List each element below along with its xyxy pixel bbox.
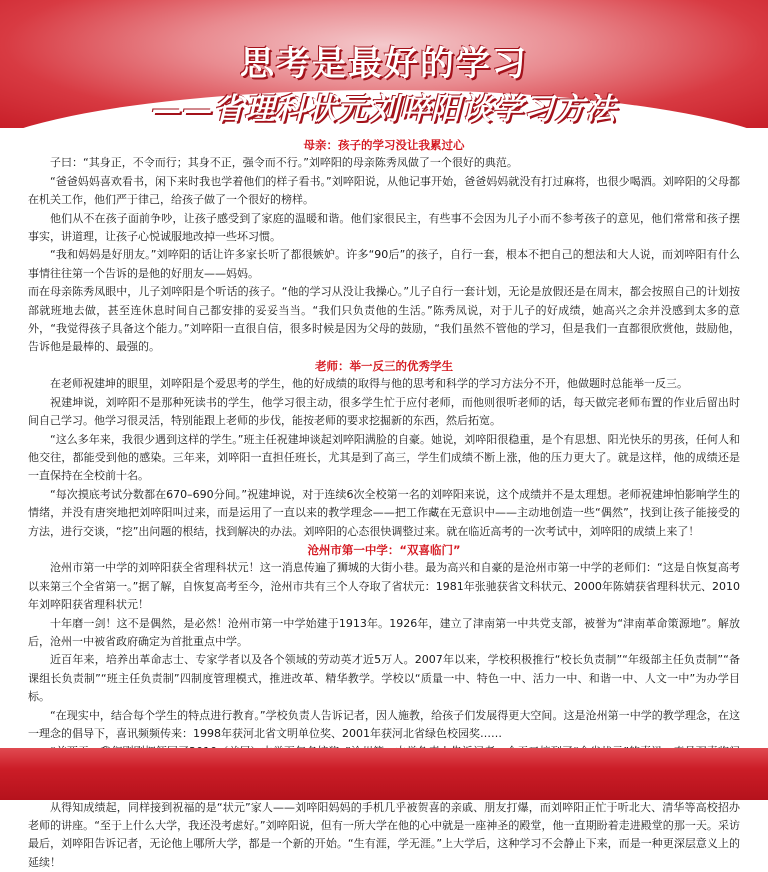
paragraph: “我和妈妈是好朋友。”刘啐阳的话让许多家长听了都很嫉妒。许多“90后”的孩子，自行一套，根本不把自己的想法和大人说，而刘啐阳有什么事情往往第一个告诉的是他的好朋友——妈妈。 xyxy=(28,248,740,280)
paragraph: “每次摸底考试分数都在670–690分间。”祝建坤说，对于连续6次全校第一名的刘啐阳来说，这个成绩并不是太理想。老师祝建坤怕影响学生的情绪，并没有唐突地把刘啐阳叫过来，而是运用了一直以来的教学理念——把工作藏在无意识中——主动地创造一些“偶然”，找到让孩子能接受的方法，进行交谈，“挖”出问题的根结，找到解决的办法。刘啐阳的心态很快调整过来。就在临近高考的一次考试中，刘啐阳的成绩上来了！ xyxy=(28,487,740,538)
section-heading-teacher: 老师：举一反三的优秀学生 xyxy=(315,358,453,373)
paragraph: “在现实中，结合每个学生的特点进行教育。”学校负责人告诉记者，因人施教，给孩子们发展得更大空间。这是沧州第一中学的教学理念，在这一理念的倡导下，喜讯频频传来：1998年获河北省文明单位奖、2001年获河北省绿色校园奖…… xyxy=(28,708,740,740)
paragraph: 而在母亲陈秀凤眼中，儿子刘啐阳是个听话的孩子。“他的学习从没让我操心。”儿子自行一套计划，无论是放假还是在周末，都会按照自己的计划按部就班地去做，甚至连休息时间自己都安排的妥妥当当。“我们只负责他的生活。”陈秀凤说，对于儿子的好成绩，她高兴之余并没感到太多的意外，“我觉得孩子具备这个能力。”刘啐阳一直很自信，很多时候是因为父母的鼓励，“我们虽然不管他的学习，但是我们一直都很欣赏他，鼓励他，告诉他是最棒的、最强的。 xyxy=(28,285,740,354)
paragraph: 十年磨一剑！这不是偶然，是必然！沧州市第一中学始建于1913年。1926年，建立了津南第一中共党支部，被誉为“津南革命策源地”。解放后，沧州一中被省政府确定为首批重点中学。 xyxy=(28,616,740,648)
paragraph: 近百年来，培养出革命志士、专家学者以及各个领域的劳动英才近5万人。2007年以来，学校积极推行“校长负责制”“年级部主任负责制”“备课组长负责制”“班主任负责制”四制度管理模式，推进改革、精华教学。学校以“质量一中、特色一中、活力一中、和谐一中、人文一中”为办学目标。 xyxy=(28,653,740,704)
footer-band xyxy=(0,748,768,800)
subtitle: ——省理科状元刘啐阳谈学习方法 xyxy=(151,92,617,127)
paragraph: 祝建坤说，刘啐阳不是那种死读书的学生，他学习很主动，很多学生忙于应付老师，而他则很听老师的话，每天做完老师布置的作业后留出时间自己学习。他学习很灵活，特别能跟上老师的步伐，能按老师的要求挖掘新的东西，然后拓宽。 xyxy=(28,395,740,428)
paragraph: “爸爸妈妈喜欢看书，闲下来时我也学着他们的样子看书。”刘啐阳说，从他记事开始，爸爸妈妈就没有打过麻将，也很少喝酒。刘啐阳的父母都在机关工作，他们严于律己，给孩子做了一个很好的榜样。 xyxy=(28,174,740,207)
section-heading-mother: 母亲：孩子的学习没让我累过心 xyxy=(303,138,465,152)
paragraph: 在老师祝建坤的眼里，刘啐阳是个爱思考的学生，他的好成绩的取得与他的思考和科学的学习方法分不开，他做题时总能举一反三。 xyxy=(50,377,688,391)
main-title: 思考是最好的学习 xyxy=(240,44,528,84)
section-heading-school: 沧州市第一中学：“双喜临门” xyxy=(307,542,461,557)
paragraph: 沧州市第一中学的刘啐阳获全省理科状元！这一消息传遍了狮城的大街小巷。最为高兴和自豪的是沧州市第一中学的老师们：“这是自恢复高考以来第三个全省第一。”据了解，自恢复高考至今，沧州市共有三个人夺取了省状元：1981年张驰获省文科状元、2000年陈婧获省理科状元、2010年刘啐阳获省理科状元！ xyxy=(28,561,740,612)
paragraph: 子曰：“其身正，不令而行；其身不正，强令而不行。”刘啐阳的母亲陈秀凤做了一个很好的典范。 xyxy=(50,156,518,170)
paragraph: “这么多年来，我很少遇到这样的学生。”班主任祝建坤谈起刘啐阳满脸的自豪。她说，刘啐阳很稳重，是个有思想、阳光快乐的男孩，任何人和他交往，都能受到他的感染。三年来，刘啐阳一直担任班长，尤其是到了高三，学生们成绩不断上涨，他的压力更大了。就是这样，他的成绩还是一直保持在全校前十名。 xyxy=(28,432,740,483)
paragraph: 从得知成绩起，同样接到祝福的是“状元”家人——刘啐阳妈妈的手机几乎被贺喜的亲戚、朋友打爆，而刘啐阳正忙于听北大、清华等高校招办老师的讲座。“至于上什么大学，我还没考虑好。”刘啐阳说，但有一所大学在他的心中就是一座神圣的殿堂，他一直期盼着走进殿堂的那一天。采访最后，刘啐阳告诉记者，无论他上哪所大学，都是一个新的开始。“生有涯，学无涯。”上大学后，这种学习不会静止下来，而是一种更深层意义上的延续！ xyxy=(28,800,740,869)
paragraph: 他们从不在孩子面前争吵，让孩子感受到了家庭的温暖和谐。他们家很民主，有些事不会因为儿子小而不参考孩子的意见，他们常常和孩子摆事实，讲道理，让孩子心悦诚服地改掉一些坏习惯。 xyxy=(28,211,740,244)
